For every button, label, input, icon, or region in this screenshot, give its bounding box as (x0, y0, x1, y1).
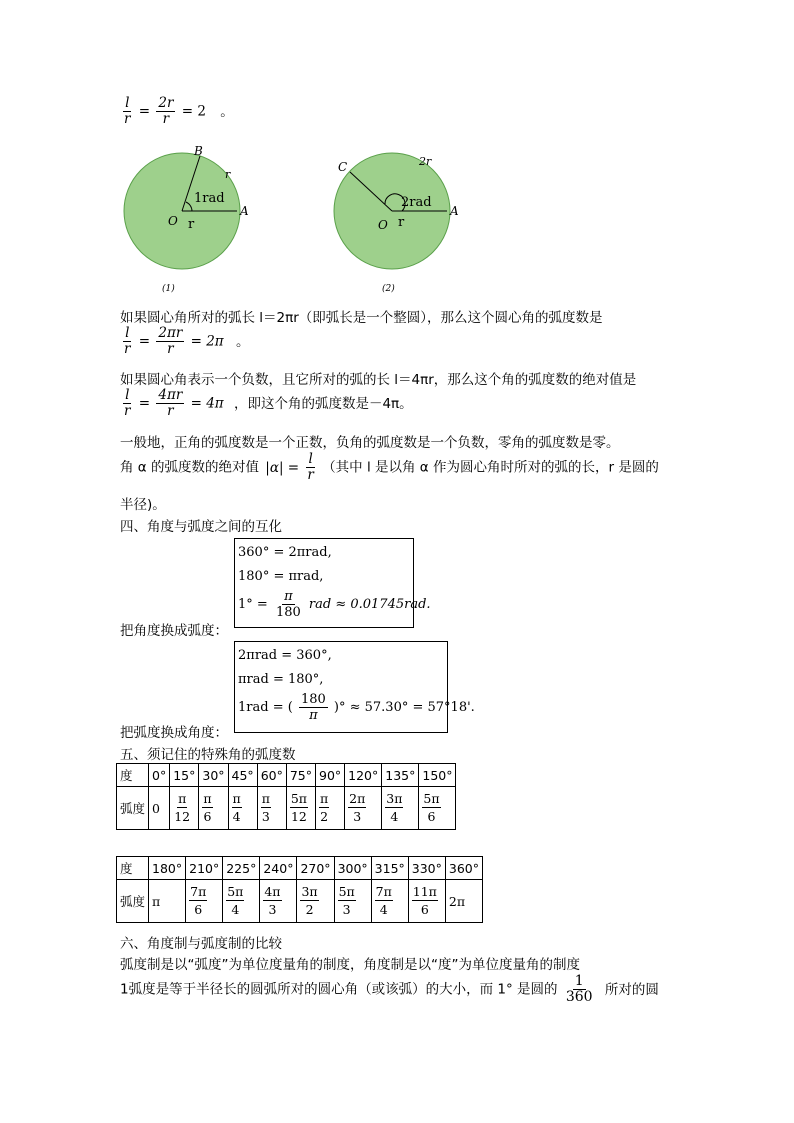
fraction: $\frac{\pi}{12}$ (174, 791, 191, 824)
circle-figure-1 (112, 140, 262, 300)
label-rad: 1rad (194, 191, 225, 206)
radian-cell: 2π (445, 880, 482, 923)
label-rad: 2rad (401, 195, 432, 210)
degree-cell: 270° (297, 857, 334, 880)
radian-cell (316, 787, 345, 830)
fraction: $\frac{4\pi}{3}$ (264, 884, 281, 917)
fraction: $\frac{5\pi}{3}$ (338, 884, 355, 917)
radian-cell (199, 787, 228, 830)
paragraph: 1弧度是等于半径长的圆弧所对的圆心角（或该弧）的大小，而 1° 是圆的 $\frac{1}{360}$ 所对的圆 (120, 973, 659, 1005)
label-a: A (450, 204, 459, 218)
degree-cell: 300° (334, 857, 371, 880)
equation: $\frac{l}{r}$ = $\frac{2\pi r}{r}$ = 2π 。 (124, 325, 250, 357)
label-c: C (338, 160, 348, 174)
radian-cell: π (149, 880, 186, 923)
fraction: $\frac{l}{r}$ (124, 95, 131, 127)
label-radius-r: r (398, 215, 405, 230)
paragraph: 一般地，正角的弧度数是一个正数，负角的弧度数是一个负数，零角的弧度数是零。 (120, 435, 620, 451)
fraction: $\frac{\pi}{2}$ (320, 791, 329, 824)
degree-cell: 240° (260, 857, 297, 880)
caption: (2) (382, 284, 395, 294)
degree-cell: 90° (316, 764, 345, 787)
radian-cell (334, 880, 371, 923)
paragraph: 半径)。 (120, 497, 166, 513)
degree-cell: 75° (286, 764, 315, 787)
equation: $\frac{l}{r}$ = $\frac{4\pi r}{r}$ = 4π ，即这个角的弧度数是－4π。 (124, 387, 413, 419)
section-heading: 四、角度与弧度之间的互化 (120, 519, 282, 535)
radian-cell (223, 880, 260, 923)
paragraph: 弧度制是以“弧度”为单位度量角的制度，角度制是以“度”为单位度量角的制度 (120, 957, 580, 973)
radian-table-2 (116, 856, 483, 923)
header-cell: 度 (117, 857, 149, 880)
label-radius-r: r (188, 217, 195, 232)
header-cell: 度 (117, 764, 149, 787)
circle-figure-2 (322, 140, 472, 300)
section-heading: 六、角度制与弧度制的比较 (120, 936, 282, 952)
paragraph: 如果圆心角表示一个负数，且它所对的弧的长 l＝4πr，那么这个角的弧度数的绝对值是 (120, 372, 637, 388)
radian-cell (382, 787, 419, 830)
formula-box: 2πrad = 360°, πrad = 180°, 1rad = ( $\frac{180}{\pi}$ )° ≈ 57.30° = 57°18'. (234, 641, 448, 733)
fraction: $\frac{2\pi}{3}$ (349, 791, 366, 824)
fraction: $\frac{5\pi}{12}$ (290, 791, 308, 824)
fraction: $\frac{2r}{r}$ (158, 95, 174, 127)
degree-row (117, 764, 456, 787)
radian-cell (257, 787, 286, 830)
degree-cell: 360° (445, 857, 482, 880)
radian-row (117, 880, 483, 923)
header-cell: 弧度 (117, 880, 149, 923)
degree-cell: 225° (223, 857, 260, 880)
paragraph: 角 α 的弧度数的绝对值 |α| = $\frac{l}{r}$ （其中 l 是以角 α 作为圆心角时所对的弧的长，r 是圆的 (120, 451, 659, 483)
caption: (1) (162, 284, 175, 294)
degree-cell: 315° (371, 857, 408, 880)
degree-cell: 30° (199, 764, 228, 787)
radian-row (117, 787, 456, 830)
label-o: O (168, 214, 178, 228)
radian-cell: 0 (149, 787, 170, 830)
fraction: $\frac{3\pi}{4}$ (386, 791, 403, 824)
label-arc-r: r (225, 168, 231, 181)
fraction: $\frac{\pi}{6}$ (203, 791, 212, 824)
fraction: $\frac{5\pi}{6}$ (423, 791, 440, 824)
radian-cell (345, 787, 382, 830)
degree-cell: 150° (419, 764, 456, 787)
fraction: $\frac{\pi}{4}$ (232, 791, 241, 824)
label: 把角度换成弧度： (120, 623, 228, 639)
label-o: O (378, 218, 388, 232)
degree-cell: 210° (186, 857, 223, 880)
fraction: $\frac{7\pi}{4}$ (375, 884, 392, 917)
radian-cell (286, 787, 315, 830)
formula-box: 360° = 2πrad, 180° = πrad, 1° = $\frac{\pi}{180}$ rad ≈ 0.01745rad. (234, 538, 414, 628)
degree-cell: 330° (408, 857, 445, 880)
paragraph: 如果圆心角所对的弧长 l＝2πr（即弧长是一个整圆），那么这个圆心角的弧度数是 (120, 310, 603, 326)
radian-cell (297, 880, 334, 923)
radian-cell (186, 880, 223, 923)
degree-cell: 135° (382, 764, 419, 787)
label-a: A (240, 204, 249, 218)
degree-cell: 45° (228, 764, 257, 787)
radian-cell (260, 880, 297, 923)
radian-cell (408, 880, 445, 923)
label-arc-2r: 2r (419, 155, 432, 168)
degree-cell: 0° (149, 764, 170, 787)
label-b: B (194, 144, 203, 158)
degree-cell: 60° (257, 764, 286, 787)
radian-cell (170, 787, 199, 830)
degree-cell: 15° (170, 764, 199, 787)
radian-cell (228, 787, 257, 830)
top-equation: $\frac{l}{r}$ = $\frac{2r}{r}$ = 2 。 (124, 95, 234, 127)
fraction: $\frac{\pi}{3}$ (261, 791, 270, 824)
header-cell: 弧度 (117, 787, 149, 830)
section-heading: 五、须记住的特殊角的弧度数 (120, 747, 296, 763)
degree-cell: 120° (345, 764, 382, 787)
label: 把弧度换成角度： (120, 725, 228, 741)
radian-cell (371, 880, 408, 923)
fraction: $\frac{3\pi}{2}$ (301, 884, 318, 917)
fraction: $\frac{5\pi}{4}$ (227, 884, 244, 917)
fraction: $\frac{7\pi}{6}$ (190, 884, 207, 917)
fraction: $\frac{11\pi}{6}$ (412, 884, 437, 917)
radian-table-1 (116, 763, 456, 830)
degree-cell: 180° (149, 857, 186, 880)
radian-cell (419, 787, 456, 830)
degree-row (117, 857, 483, 880)
